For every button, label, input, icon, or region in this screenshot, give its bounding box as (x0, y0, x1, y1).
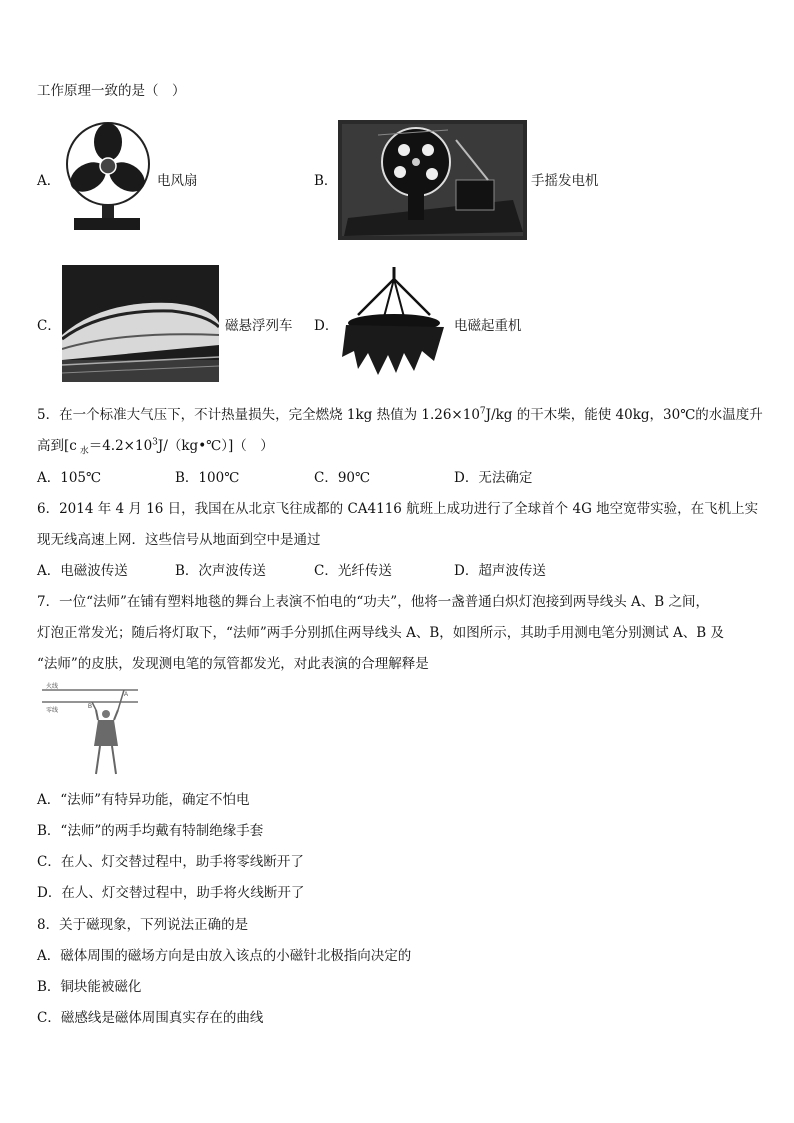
q7-option-d: D．在人、灯交替过程中，助手将火线断开了 (37, 885, 305, 901)
q6-stem-line-2: 现无线高速上网．这些信号从地面到空中是通过 (37, 532, 321, 548)
q6-stem-line-1: 6．2014 年 4 月 16 日，我国在从北京飞往成都的 CA4116 航班上成功进行了全球首个 4G 地空宽带实验，在飞机上实 (37, 501, 759, 517)
q5-option-c: C．90℃ (314, 470, 371, 486)
q4-option-b-label: 手摇发电机 (531, 173, 599, 189)
q6-option-b: B．次声波传送 (175, 563, 266, 579)
q4-option-d-label: 电磁起重机 (454, 318, 522, 334)
q4-option-c-label: 磁悬浮列车 (225, 318, 293, 334)
q4-option-c-letter: C． (37, 318, 61, 334)
q5-option-d: D．无法确定 (454, 470, 533, 486)
q4-option-a-letter: A． (37, 173, 61, 189)
q7-stem-line-3: “法师”的皮肤，发现测电笔的氖管都发光，对此表演的合理解释是 (37, 656, 429, 672)
q8-option-b: B．铜块能被磁化 (37, 979, 142, 995)
q7-stem-line-1: 7．一位“法师”在铺有塑料地毯的舞台上表演不怕电的“功夫”，他将一盏普通白炽灯泡接到两导线头 A、B 之间， (37, 594, 709, 610)
electromagnetic-crane-image (338, 265, 450, 377)
q7-option-a: A．“法师”有特异功能，确定不怕电 (37, 792, 250, 808)
q6-option-c: C．光纤传送 (314, 563, 392, 579)
q8-stem: 8．关于磁现象，下列说法正确的是 (37, 917, 249, 933)
point-b-label: B (88, 704, 93, 710)
q8-option-c: C．磁感线是磁体周围真实存在的曲线 (37, 1010, 264, 1026)
q4-stem-tail: 工作原理一致的是（ ） (37, 83, 186, 99)
q6-option-d: D．超声波传送 (454, 563, 546, 579)
magician-wire-figure (40, 680, 140, 780)
q5-stem-line-1: 5．在一个标准大气压下，不计热量损失，完全燃烧 1kg 热值为 $1.26\times 10^7J/kg$ 的干木柴，能使 40kg，30℃的水温度升 (37, 406, 763, 423)
q4-option-b-letter: B． (314, 173, 338, 189)
q6-option-a: A．电磁波传送 (37, 563, 128, 579)
live-wire-label: 火线 (46, 684, 59, 690)
q7-option-b: B．“法师”的两手均戴有特制绝缘手套 (37, 823, 264, 839)
maglev-train-image (62, 265, 219, 382)
point-a-label: A (124, 692, 129, 698)
q5-option-a: A．105℃ (37, 470, 102, 486)
q7-option-c: C．在人、灯交替过程中，助手将零线断开了 (37, 854, 304, 870)
neutral-wire-label: 零线 (46, 708, 59, 714)
q7-stem-line-2: 灯泡正常发光；随后将灯取下，“法师”两手分别抓住两导线头 A、B，如图所示，其助手用测电笔分别测试 A、B 及 (37, 625, 725, 641)
hand-generator-image (338, 120, 527, 240)
q5-stem-line-2: 高到[c $_水=4.2\times 10^3J/(kg•℃)$]（ ） (37, 437, 274, 457)
q4-option-d-letter: D． (314, 318, 339, 334)
q4-option-a-label: 电风扇 (157, 173, 198, 189)
q5-option-b: B．100℃ (175, 470, 240, 486)
electric-fan-image (62, 120, 154, 232)
q8-option-a: A．磁体周围的磁场方向是由放入该点的小磁针北极指向决定的 (37, 948, 412, 964)
